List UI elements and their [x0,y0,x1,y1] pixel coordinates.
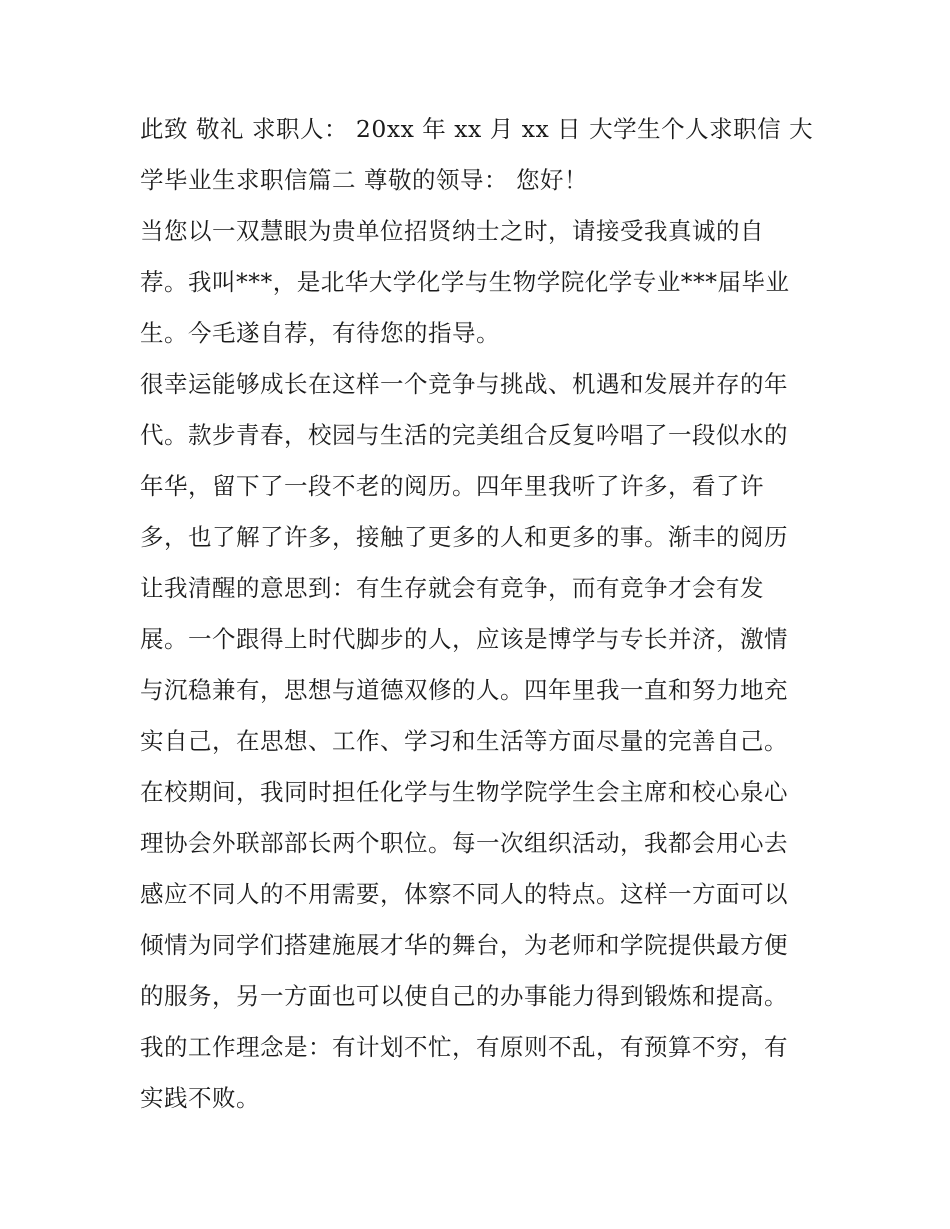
text-line: 展。一个跟得上时代脚步的人，应该是博学与专长并济，激情 [140,625,788,653]
text-line: 年华，留下了一段不老的阅历。四年里我听了许多，看了许 [140,472,764,500]
text-line: 多，也了解了许多，接触了更多的人和更多的事。渐丰的阅历 [140,523,788,551]
text-line: 学毕业生求职信篇二 尊敬的领导： 您好！ [140,166,588,194]
text-line: 让我清醒的意思到：有生存就会有竞争，而有竞争才会有发 [140,574,764,602]
text-line: 实自己，在思想、工作、学习和生活等方面尽量的完善自己。 [140,727,788,755]
text-line: 此致 敬礼 求职人： 20xx 年 xx 月 xx 日 大学生个人求职信 大 [140,115,814,143]
text-line: 在校期间，我同时担任化学与生物学院学生会主席和校心泉心 [140,778,788,806]
text-line: 倾情为同学们搭建施展才华的舞台，为老师和学院提供最方便 [140,931,788,959]
text-line: 实践不败。 [140,1084,260,1112]
text-line: 感应不同人的不用需要，体察不同人的特点。这样一方面可以 [140,880,788,908]
text-line: 与沉稳兼有，思想与道德双修的人。四年里我一直和努力地充 [140,676,788,704]
text-line: 很幸运能够成长在这样一个竞争与挑战、机遇和发展并存的年 [140,370,788,398]
text-line: 代。款步青春，校园与生活的完美组合反复吟唱了一段似水的 [140,421,788,449]
text-line: 的服务，另一方面也可以使自己的办事能力得到锻炼和提高。 [140,982,788,1010]
text-line: 当您以一双慧眼为贵单位招贤纳士之时，请接受我真诚的自 [140,217,764,245]
text-line: 荐。我叫***，是北华大学化学与生物学院化学专业***届毕业 [140,268,790,296]
text-line: 理协会外联部部长两个职位。每一次组织活动，我都会用心去 [140,829,788,857]
text-line: 我的工作理念是：有计划不忙，有原则不乱，有预算不穷，有 [140,1033,788,1061]
text-line: 生。今毛遂自荐，有待您的指导。 [140,319,500,347]
document-body [140,104,820,1124]
